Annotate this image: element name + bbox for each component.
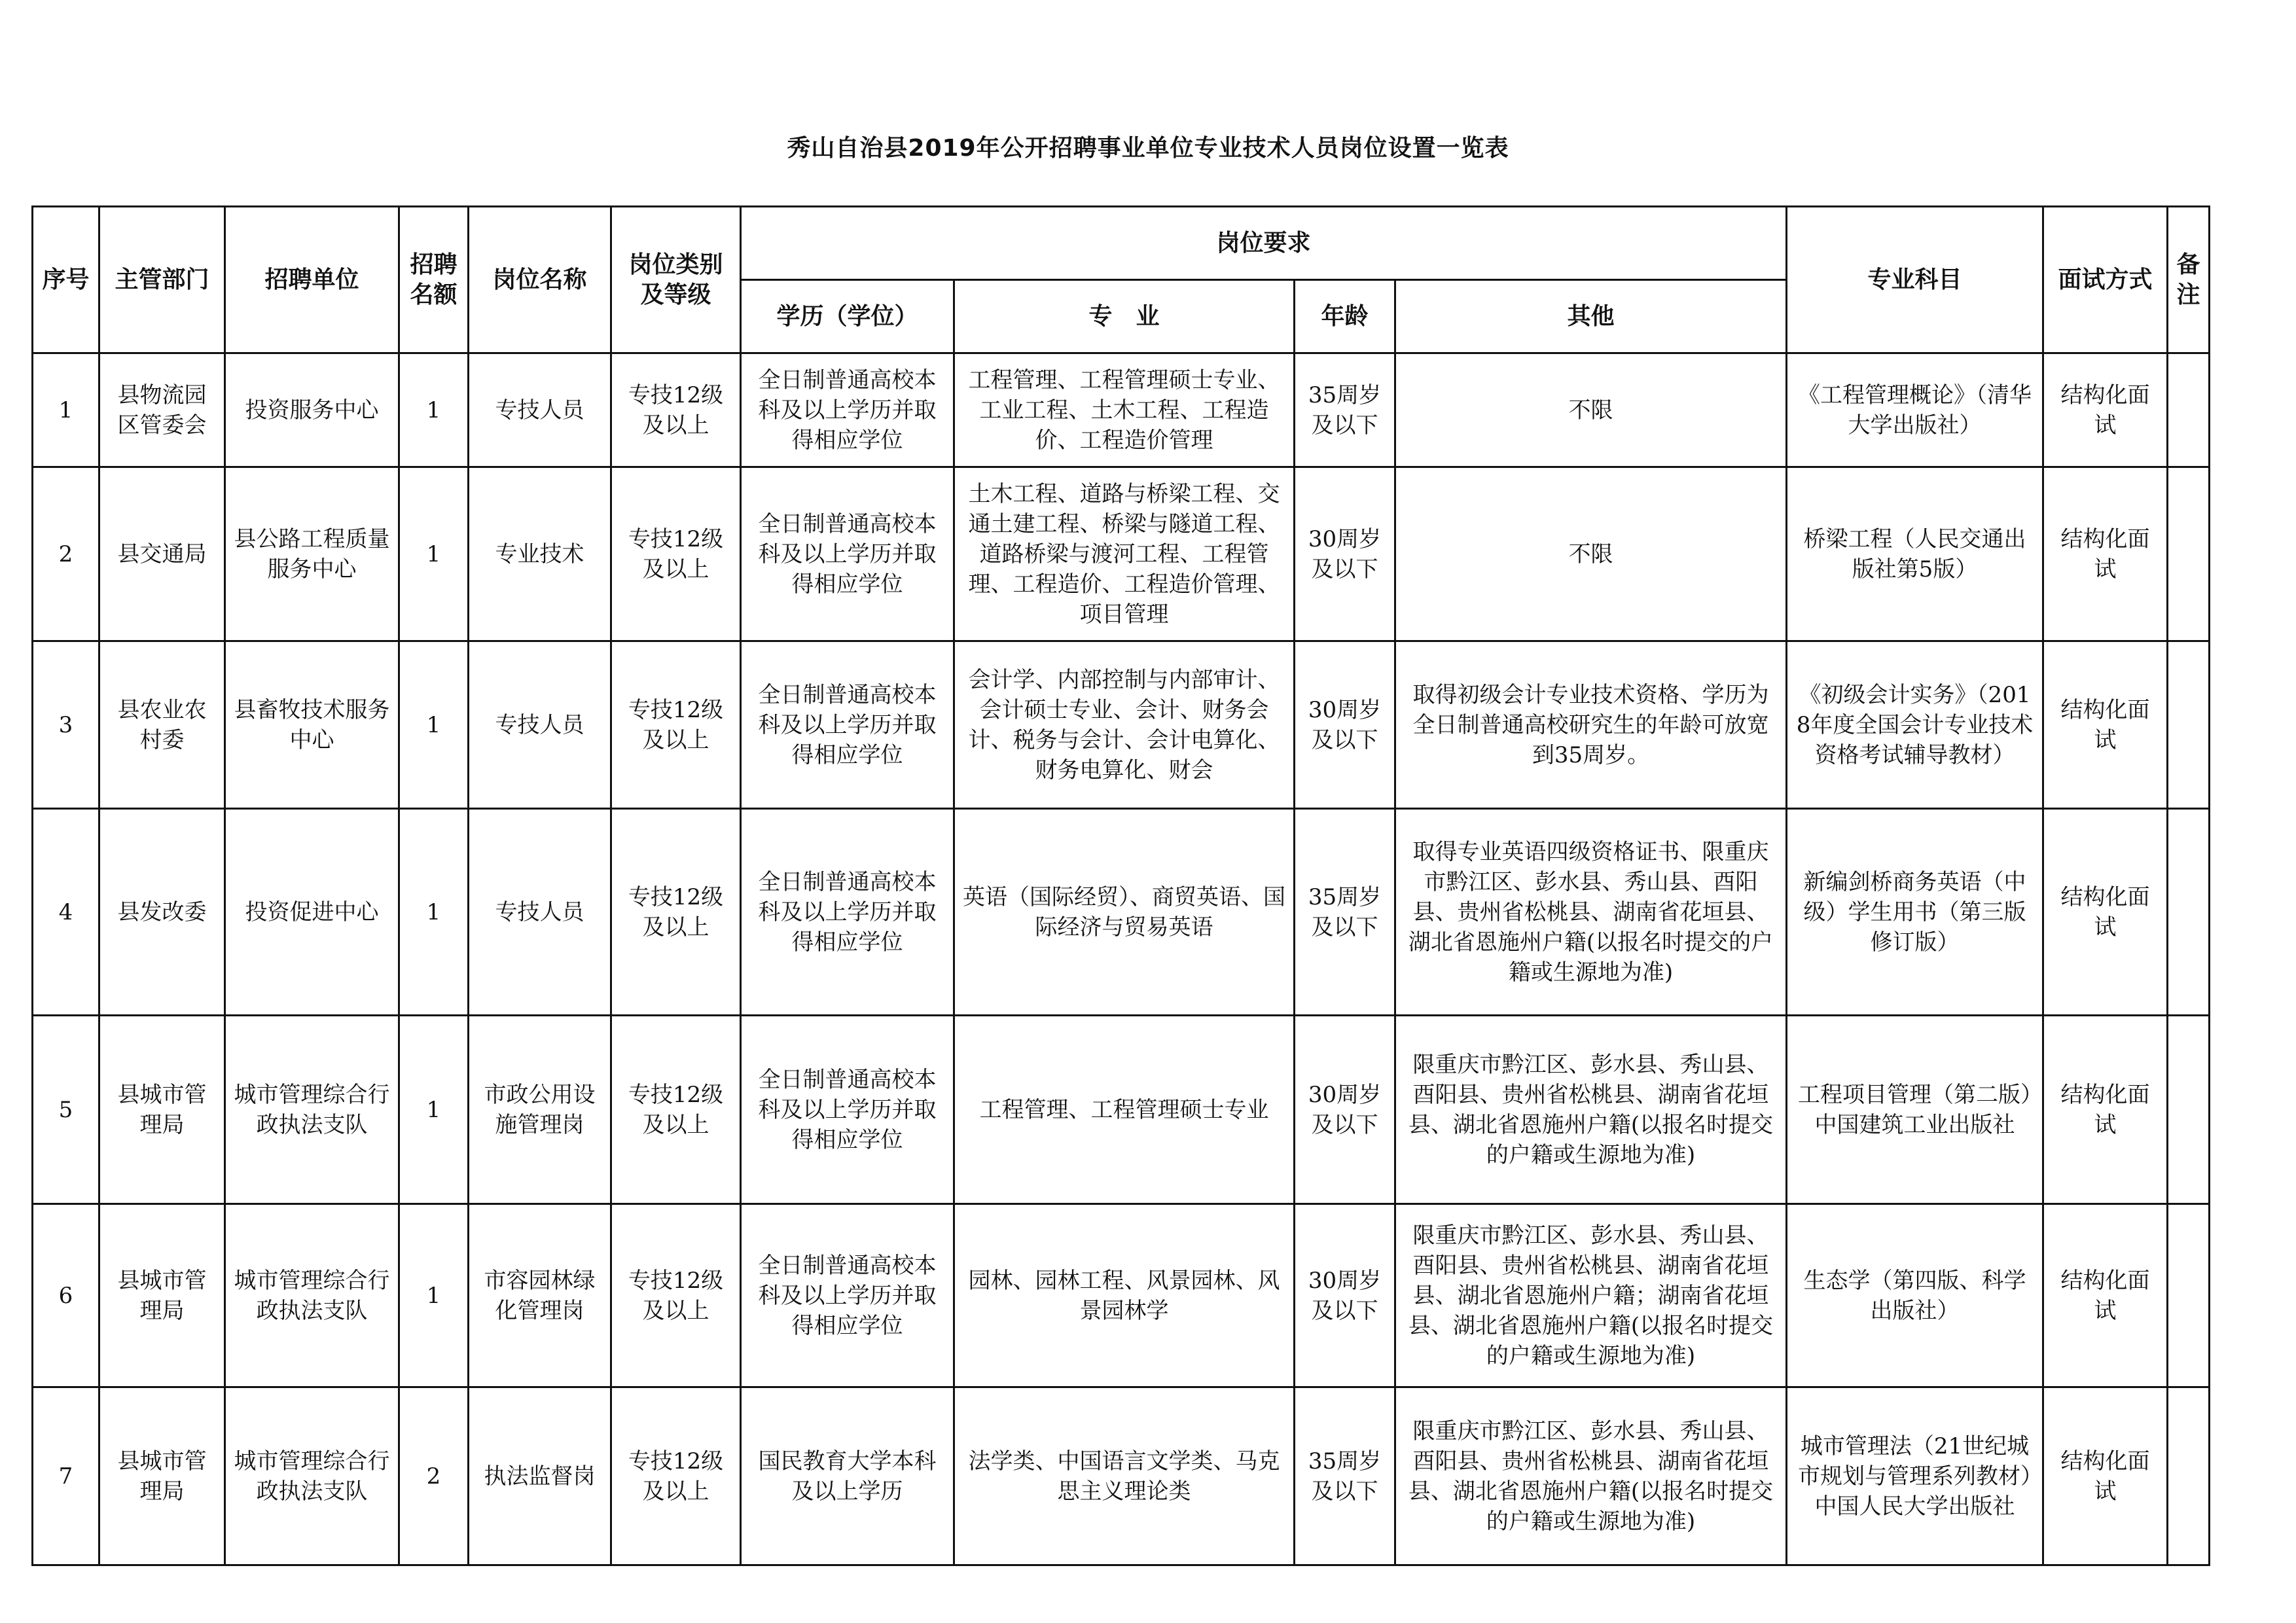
cell-education: 全日制普通高校本科及以上学历并取得相应学位 [741,1204,954,1387]
cell-major: 园林、园林工程、风景园林、风景园林学 [954,1204,1295,1387]
cell-other: 取得专业英语四级资格证书、限重庆市黔江区、彭水县、秀山县、酉阳县、贵州省松桃县、湖南省花垣县、湖北省恩施州户籍(以报名时提交的户籍或生源地为准) [1395,809,1787,1016]
cell-remark [2168,1387,2210,1565]
cell-unit: 城市管理综合行政执法支队 [225,1387,399,1565]
cell-subject: 城市管理法（21世纪城市规划与管理系列教材）中国人民大学出版社 [1787,1387,2043,1565]
cell-other: 限重庆市黔江区、彭水县、秀山县、酉阳县、贵州省松桃县、湖南省花垣县、湖北省恩施州户籍；湖南省花垣县、湖北省恩施州户籍(以报名时提交的户籍或生源地为准) [1395,1204,1787,1387]
cell-education: 全日制普通高校本科及以上学历并取得相应学位 [741,809,954,1016]
positions-table [31,205,2210,1566]
cell-subject: 工程项目管理（第二版）中国建筑工业出版社 [1787,1016,2043,1204]
cell-subject: 新编剑桥商务英语（中级）学生用书（第三版修订版） [1787,809,2043,1016]
cell-age: 30周岁及以下 [1295,1016,1395,1204]
cell-subject: 《工程管理概论》（清华大学出版社） [1787,353,2043,467]
cell-category: 专技12级及以上 [611,641,741,809]
header-dept: 主管部门 [99,207,225,353]
cell-education: 全日制普通高校本科及以上学历并取得相应学位 [741,353,954,467]
cell-major: 土木工程、道路与桥梁工程、交通土建工程、桥梁与隧道工程、道路桥梁与渡河工程、工程管理、工程造价、工程造价管理、项目管理 [954,467,1295,641]
cell-seq: 3 [33,641,99,809]
cell-seq: 6 [33,1204,99,1387]
cell-quota: 1 [399,353,469,467]
cell-dept: 县农业农村委 [99,641,225,809]
cell-quota: 1 [399,1204,469,1387]
cell-interview: 结构化面试 [2043,1204,2168,1387]
cell-quota: 1 [399,1016,469,1204]
cell-other: 限重庆市黔江区、彭水县、秀山县、酉阳县、贵州省松桃县、湖南省花垣县、湖北省恩施州户籍(以报名时提交的户籍或生源地为准) [1395,1016,1787,1204]
table-row [33,1016,2210,1204]
header-education: 学历（学位） [741,280,954,353]
cell-education: 全日制普通高校本科及以上学历并取得相应学位 [741,641,954,809]
cell-age: 30周岁及以下 [1295,1204,1395,1387]
cell-major: 工程管理、工程管理硕士专业 [954,1016,1295,1204]
cell-seq: 2 [33,467,99,641]
cell-quota: 1 [399,809,469,1016]
cell-post: 专技人员 [469,641,611,809]
header-post: 岗位名称 [469,207,611,353]
table-row [33,1387,2210,1565]
header-row-1 [33,207,2210,280]
header-remark: 备注 [2168,207,2210,353]
cell-remark [2168,641,2210,809]
cell-remark [2168,353,2210,467]
cell-other: 不限 [1395,353,1787,467]
cell-dept: 县发改委 [99,809,225,1016]
cell-dept: 县城市管理局 [99,1016,225,1204]
cell-unit: 县畜牧技术服务中心 [225,641,399,809]
cell-post: 专技人员 [469,809,611,1016]
cell-seq: 7 [33,1387,99,1565]
cell-category: 专技12级及以上 [611,1204,741,1387]
table-row [33,353,2210,467]
header-age: 年龄 [1295,280,1395,353]
cell-quota: 1 [399,467,469,641]
cell-other: 取得初级会计专业技术资格、学历为全日制普通高校研究生的年龄可放宽到35周岁。 [1395,641,1787,809]
cell-interview: 结构化面试 [2043,353,2168,467]
cell-remark [2168,467,2210,641]
cell-dept: 县城市管理局 [99,1387,225,1565]
table-row [33,467,2210,641]
header-unit: 招聘单位 [225,207,399,353]
cell-interview: 结构化面试 [2043,1387,2168,1565]
cell-age: 30周岁及以下 [1295,467,1395,641]
table-row [33,641,2210,809]
cell-education: 全日制普通高校本科及以上学历并取得相应学位 [741,1016,954,1204]
cell-unit: 城市管理综合行政执法支队 [225,1016,399,1204]
cell-unit: 县公路工程质量服务中心 [225,467,399,641]
cell-dept: 县城市管理局 [99,1204,225,1387]
header-category: 岗位类别及等级 [611,207,741,353]
cell-post: 执法监督岗 [469,1387,611,1565]
cell-interview: 结构化面试 [2043,809,2168,1016]
cell-seq: 5 [33,1016,99,1204]
cell-category: 专技12级及以上 [611,1016,741,1204]
cell-remark [2168,1016,2210,1204]
header-subject: 专业科目 [1787,207,2043,353]
cell-age: 35周岁及以下 [1295,353,1395,467]
header-seq: 序号 [33,207,99,353]
header-major: 专 业 [954,280,1295,353]
header-other: 其他 [1395,280,1787,353]
cell-major: 会计学、内部控制与内部审计、会计硕士专业、会计、财务会计、税务与会计、会计电算化、财务电算化、财会 [954,641,1295,809]
cell-category: 专技12级及以上 [611,467,741,641]
header-interview: 面试方式 [2043,207,2168,353]
cell-post: 专业技术 [469,467,611,641]
cell-category: 专技12级及以上 [611,809,741,1016]
cell-remark [2168,809,2210,1016]
cell-interview: 结构化面试 [2043,467,2168,641]
cell-interview: 结构化面试 [2043,641,2168,809]
cell-quota: 1 [399,641,469,809]
cell-subject: 生态学（第四版、科学出版社） [1787,1204,2043,1387]
header-requirements: 岗位要求 [741,207,1787,280]
cell-other: 不限 [1395,467,1787,641]
cell-age: 35周岁及以下 [1295,809,1395,1016]
cell-unit: 投资服务中心 [225,353,399,467]
cell-seq: 1 [33,353,99,467]
cell-unit: 投资促进中心 [225,809,399,1016]
cell-interview: 结构化面试 [2043,1016,2168,1204]
page-title: 秀山自治县2019年公开招聘事业单位专业技术人员岗位设置一览表 [787,135,1509,162]
cell-subject: 《初级会计实务》（2018年度全国会计专业技术资格考试辅导教材） [1787,641,2043,809]
table-row [33,809,2210,1016]
cell-education: 全日制普通高校本科及以上学历并取得相应学位 [741,467,954,641]
cell-category: 专技12级及以上 [611,353,741,467]
cell-other: 限重庆市黔江区、彭水县、秀山县、酉阳县、贵州省松桃县、湖南省花垣县、湖北省恩施州户籍(以报名时提交的户籍或生源地为准) [1395,1387,1787,1565]
cell-quota: 2 [399,1387,469,1565]
cell-post: 专技人员 [469,353,611,467]
cell-age: 30周岁及以下 [1295,641,1395,809]
cell-age: 35周岁及以下 [1295,1387,1395,1565]
cell-major: 法学类、中国语言文学类、马克思主义理论类 [954,1387,1295,1565]
cell-subject: 桥梁工程（人民交通出版社第5版） [1787,467,2043,641]
cell-remark [2168,1204,2210,1387]
cell-education: 国民教育大学本科及以上学历 [741,1387,954,1565]
cell-dept: 县交通局 [99,467,225,641]
cell-category: 专技12级及以上 [611,1387,741,1565]
cell-major: 工程管理、工程管理硕士专业、工业工程、土木工程、工程造价、工程造价管理 [954,353,1295,467]
cell-post: 市容园林绿化管理岗 [469,1204,611,1387]
cell-dept: 县物流园区管委会 [99,353,225,467]
cell-unit: 城市管理综合行政执法支队 [225,1204,399,1387]
header-quota: 招聘名额 [399,207,469,353]
cell-seq: 4 [33,809,99,1016]
cell-major: 英语（国际经贸）、商贸英语、国际经济与贸易英语 [954,809,1295,1016]
cell-post: 市政公用设施管理岗 [469,1016,611,1204]
table-row [33,1204,2210,1387]
